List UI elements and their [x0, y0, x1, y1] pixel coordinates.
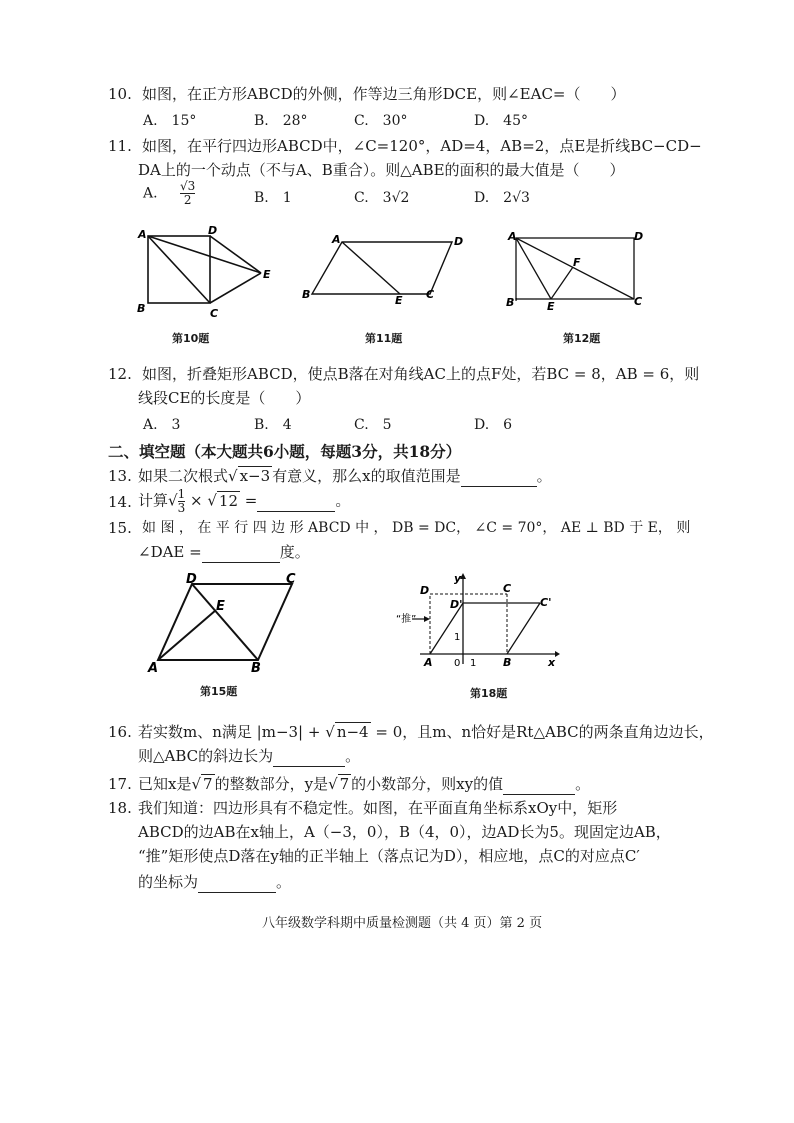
fig18-label-d: D — [420, 584, 430, 597]
q17-end: 。 — [575, 775, 591, 793]
fig10-label-b: B — [137, 302, 146, 315]
q12-option-b: B. 4 — [254, 417, 292, 433]
q14-fraction — [178, 488, 186, 515]
q10-option-b: B. 28° — [254, 113, 308, 129]
q15-line2-after: 度。 — [279, 543, 310, 561]
q14-text-before: 计算 — [138, 491, 169, 510]
q16-answer-blank — [273, 746, 345, 767]
q13-body: 如果二次根式√ x−3 有意义，那么x的取值范围是 。 — [138, 467, 552, 485]
q14-fraction-numerator: 1 — [177, 487, 186, 501]
q17-radicand-1: 7 — [203, 775, 213, 793]
fig18-side-cb — [507, 603, 540, 654]
q14-body: 计算√ $\frac{1}{3}$ × √ 12 = 。 — [138, 487, 351, 515]
fig10-label-d: D — [208, 224, 218, 237]
q14-times: × — [190, 491, 203, 510]
fig12-label-e: E — [547, 300, 555, 313]
fig11-caption: 第11题 — [365, 332, 403, 345]
q11-option-a-numerator: √3 — [180, 179, 196, 193]
q14-number: 14. — [108, 493, 132, 511]
q16-number: 16. — [108, 723, 132, 741]
fig18-label-dp: D' — [450, 598, 463, 611]
q10-number: 10. — [108, 85, 132, 103]
fig15-label-c: C — [286, 572, 296, 587]
q16-line2 — [138, 746, 360, 767]
q12-line1: 如图，折叠矩形ABCD，使点B落在对角线AC上的点F处，若BC = 8，AB = 6，则 — [142, 365, 700, 383]
fig18-label-cp: C' — [540, 596, 552, 609]
fig10-label-c: C — [210, 307, 219, 320]
fig12-caption: 第12题 — [563, 332, 601, 345]
fig18-label-x: x — [548, 656, 556, 669]
q16-text-before: 若实数m、n满足 — [138, 723, 252, 741]
q15-line2-before: ∠DAE = — [138, 543, 202, 561]
fig10-label-a: A — [138, 228, 147, 241]
fig15-caption: 第15题 — [200, 685, 238, 698]
fig15-label-d: D — [186, 572, 197, 587]
q16-radicand: n−4 — [336, 723, 369, 741]
q11-option-d: D. 2√3 — [474, 190, 530, 206]
q11-number: 11. — [108, 137, 132, 155]
fig18-label-b: B — [503, 656, 512, 669]
q16-line1: 若实数m、n满足 |m−3| + √ n−4 = 0，且m、n恰好是Rt△ABC的两条直角边边长， — [138, 723, 714, 741]
q17-body: 已知x是√ 7 的整数部分，y是√ 7 的小数部分，则xy的值 。 — [138, 775, 591, 793]
q12-option-d: D. 6 — [474, 417, 513, 433]
q11-option-c: C. 3√2 — [354, 190, 410, 206]
figure-11 — [298, 228, 468, 308]
fig11-label-a: A — [332, 233, 341, 246]
figure-10 — [128, 222, 278, 322]
fig15-label-e: E — [216, 599, 225, 614]
fig11-label-d: D — [454, 235, 464, 248]
fig15-label-b: B — [251, 661, 261, 676]
q13-text-after: 有意义，那么x的取值范围是 — [272, 467, 461, 485]
fig10-side-de — [210, 236, 261, 273]
q15-line1: 如 图 ， 在 平 行 四 边 形 ABCD 中 ， DB = DC， ∠C = 70°， AE ⊥ BD 于 E， 则 — [142, 520, 691, 536]
q13-number: 13. — [108, 467, 132, 485]
fig18-label-a: A — [424, 656, 433, 669]
q12-option-c: C. 5 — [354, 417, 392, 433]
figure-18 — [390, 570, 570, 670]
q16-plus: + — [307, 723, 321, 741]
fig18-push-arrowhead — [424, 616, 430, 622]
q14-end: 。 — [335, 491, 351, 510]
fig12-label-bp: B' — [506, 296, 518, 309]
q11-line2: DA上的一个动点（不与A、B重合）。则△ABE的面积的最大值是（ ） — [138, 161, 625, 179]
fig11-label-b: B — [302, 288, 311, 301]
q15-number: 15. — [108, 519, 132, 537]
figure-15 — [146, 570, 306, 680]
q11-option-b: B. 1 — [254, 190, 292, 206]
q12-line2: 线段CE的长度是（ ） — [138, 389, 311, 407]
fig11-line-ae — [342, 242, 400, 294]
q11-option-a-label: A. — [143, 185, 158, 202]
q11-option-a-fraction — [180, 180, 195, 207]
q14-fraction-denominator: 3 — [177, 501, 186, 515]
q10-option-d: D. 45° — [474, 113, 528, 129]
fig15-line-ae — [158, 610, 216, 660]
q18-line3: “推”矩形使点D落在y轴的正半轴上（落点记为D），相应地，点C的对应点C′ — [138, 847, 640, 865]
q11-option-a-denominator: 2 — [183, 193, 192, 207]
fig12-label-d: D — [634, 230, 644, 243]
fig18-label-one-x: 1 — [470, 658, 477, 669]
q17-answer-blank — [503, 774, 575, 795]
q10-text: 如图，在正方形ABCD的外侧，作等边三角形DCE，则∠EAC=（ ） — [142, 85, 626, 103]
fig10-label-e: E — [263, 268, 271, 281]
q16-line2-text: 则△ABC的斜边长为 — [138, 747, 274, 765]
q13-end: 。 — [536, 467, 552, 485]
q16-end: 。 — [345, 747, 361, 765]
fig18-caption: 第18题 — [470, 687, 508, 700]
page-footer: 八年级数学科期中质量检测题（共 4 页）第 2 页 — [262, 916, 543, 931]
q12-number: 12. — [108, 365, 132, 383]
fig15-label-a: A — [148, 661, 159, 676]
q18-line2: ABCD的边AB在x轴上，A（−3，0），B（4，0），边AD长为5。现固定边AB， — [138, 823, 671, 841]
q17-number: 17. — [108, 775, 132, 793]
fig11-label-c: C — [426, 288, 435, 301]
fig18-push-label: “推” — [396, 614, 417, 625]
q17-radicand-2: 7 — [339, 775, 350, 793]
section-2-heading: 二、填空题（本大题共6小题，每题3分，共18分） — [108, 442, 462, 461]
fig11-parallelogram — [312, 242, 452, 294]
fig11-label-e: E — [395, 294, 403, 307]
figure-12 — [500, 222, 650, 314]
fig18-label-c: C — [503, 582, 512, 595]
fig10-side-ce — [210, 273, 261, 303]
q14-equals: = — [244, 491, 258, 510]
q11-option-a — [143, 180, 195, 207]
q10-option-a: A. 15° — [143, 113, 197, 129]
q17-part2: 的整数部分，y是 — [214, 775, 329, 793]
fig18-label-one-y: 1 — [454, 632, 461, 643]
q10-option-c: C. 30° — [354, 113, 408, 129]
q13-answer-blank — [461, 466, 537, 487]
q16-abs: |m−3| — [256, 723, 304, 741]
q18-end: 。 — [276, 873, 292, 891]
q18-line4 — [138, 872, 291, 893]
q18-line1: 我们知道：四边形具有不稳定性。如图，在平面直角坐标系xOy中，矩形 — [138, 799, 618, 817]
fig12-label-f: F — [573, 256, 581, 269]
fig12-line-ef — [551, 267, 573, 299]
fig18-label-y: y — [454, 572, 462, 585]
q16-text-after: = 0，且m、n恰好是Rt△ABC的两条直角边边长， — [375, 723, 714, 741]
q11-line1: 如图，在平行四边形ABCD中，∠C=120°，AD=4，AB=2，点E是折线BC−CD− — [142, 137, 702, 155]
q18-number: 18. — [108, 799, 132, 817]
q15-answer-blank — [202, 542, 280, 563]
q18-line4-text: 的坐标为 — [138, 873, 199, 891]
q14-radicand: 12 — [218, 491, 238, 510]
fig12-label-a: A — [508, 230, 517, 243]
q17-part1: 已知x是 — [138, 775, 192, 793]
q18-answer-blank — [198, 872, 276, 893]
fig18-x-arrow — [555, 651, 560, 657]
q17-part3: 的小数部分，则xy的值 — [351, 775, 504, 793]
q13-radicand: x−3 — [239, 467, 271, 485]
fig12-label-c: C — [634, 295, 643, 308]
q12-option-a: A. 3 — [143, 417, 181, 433]
q15-line2 — [138, 542, 310, 563]
fig10-caption: 第10题 — [172, 332, 210, 345]
fig18-label-origin: 0 — [454, 658, 461, 669]
q14-answer-blank — [257, 491, 335, 512]
q13-text-before: 如果二次根式 — [138, 467, 229, 485]
